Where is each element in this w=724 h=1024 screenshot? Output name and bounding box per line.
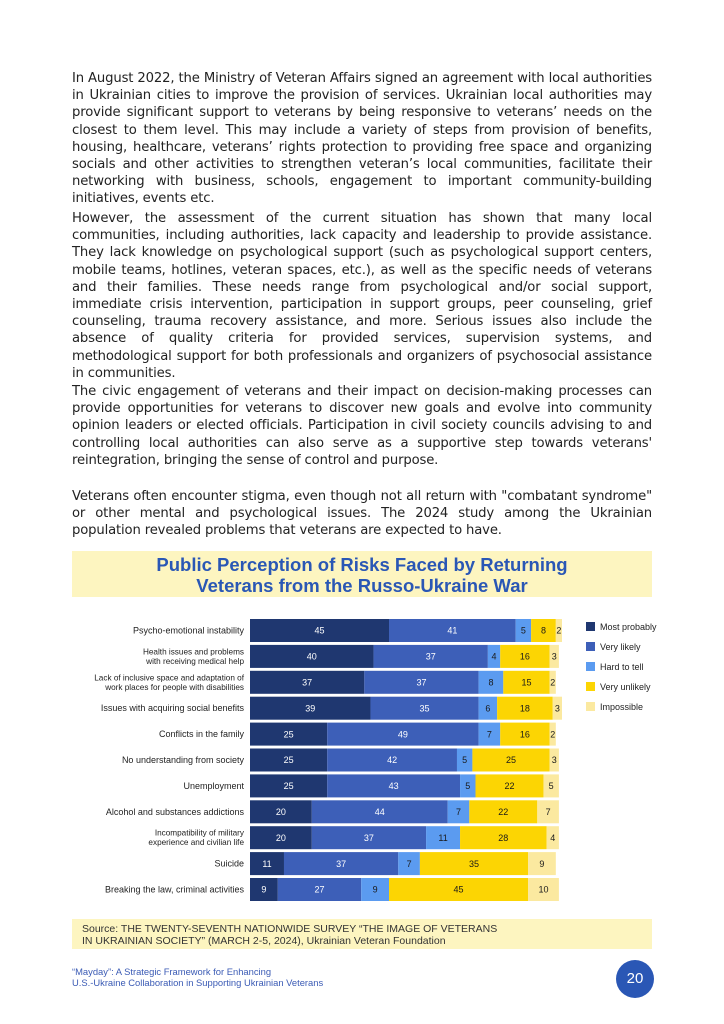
category-label: Suicide — [214, 858, 244, 869]
data-label: 45 — [453, 884, 464, 895]
data-label: 7 — [545, 807, 551, 817]
stacked-bar-chart — [72, 600, 672, 910]
category-label: Conflicts in the family — [158, 729, 244, 740]
data-label: 35 — [468, 858, 479, 869]
data-label: 16 — [519, 651, 530, 662]
data-label: 25 — [283, 729, 294, 740]
legend-entry: Most probably — [600, 622, 657, 632]
legend-entry: Hard to tell — [600, 662, 644, 672]
footer-line1: “Mayday”: A Strategic Framework for Enhancing — [72, 966, 272, 977]
legend-swatch — [586, 642, 595, 651]
source-line2: IN UKRAINIAN SOCIETY” (MARCH 2-5, 2024), Ukrainian Veteran Foundation — [82, 935, 446, 947]
paragraph-2: However, the assessment of the current situation has shown that many local communities, including authorities, lack capacity and leadership to provide assistance. They lack knowledge on psychological support (such as psychological support centers, mobile teams, hotlines, veteran spaces, etc.), as well as the specific needs of veterans and their families. These needs range from psychological and/or social support, immediate crisis intervention, participation in support groups, peer counseling, grief counseling, trauma recovery assistance, and more. Serious issues also include the absence of quality criteria for provided services, supervision systems, and methodological support for both professionals and organizers of psychosocial assistance in communities. — [72, 211, 652, 381]
data-label: 9 — [539, 858, 545, 869]
data-label: 39 — [305, 703, 316, 714]
data-label: 11 — [438, 832, 448, 843]
data-label: 20 — [275, 807, 286, 817]
footer — [72, 966, 323, 988]
data-label: 9 — [372, 884, 378, 895]
data-label: 41 — [447, 625, 458, 636]
data-label: 37 — [302, 677, 313, 688]
category-label: Unemployment — [183, 780, 244, 791]
source-box — [72, 919, 652, 949]
data-label: 3 — [551, 651, 557, 662]
source-line1: Source: THE TWENTY-SEVENTH NATIONWIDE SURVEY “THE IMAGE OF VETERANS — [82, 923, 498, 935]
data-label: 49 — [397, 729, 408, 740]
data-label: 9 — [261, 884, 267, 895]
category-label: No understanding from society — [121, 755, 244, 765]
page-number: 20 — [616, 960, 654, 998]
data-label: 37 — [425, 651, 436, 662]
data-label: 25 — [506, 755, 517, 766]
paragraph-4: Veterans often encounter stigma, even though not all return with "combatant syndrome" or other mental and psychological issues. The 2024 study among the Ukrainian population revealed problems that veterans are expected to have. — [72, 489, 652, 539]
paragraph-1: In August 2022, the Ministry of Veteran Affairs signed an agreement with local authorities in Ukrainian cities to improve the provision of services. Ukrainian local authorities may provide significant support to veterans by being responsive to veterans’ needs on the closest to them level. This may include a variety of steps from provision of benefits, housing, healthcare, veterans’ rights protection to providing free space and organizing socials and other activities to strengthen veteran’s local communities, facilitate their networking with business, schools, engagement to important community-building initiatives, events etc. — [72, 71, 652, 207]
data-label: 27 — [314, 884, 325, 895]
legend-swatch — [586, 682, 595, 691]
data-label: 5 — [462, 755, 468, 766]
data-label: 4 — [491, 651, 497, 662]
data-label: 28 — [498, 832, 509, 843]
data-label: 25 — [283, 781, 294, 792]
legend-entry: Impossible — [600, 702, 644, 712]
data-label: 42 — [387, 755, 398, 766]
data-label: 7 — [456, 807, 462, 817]
data-label: 2 — [550, 677, 556, 688]
data-label: 6 — [485, 703, 491, 714]
data-label: 11 — [262, 858, 272, 869]
legend-swatch — [586, 622, 595, 631]
data-label: 10 — [538, 884, 549, 895]
data-label: 8 — [488, 677, 494, 688]
chart-title-box — [72, 551, 652, 597]
data-label: 7 — [486, 729, 492, 740]
category-label: Lack of inclusive space and adaptation of work places for people with disabilities — [94, 673, 244, 692]
category-label: Health issues and problems with receiving medical help — [142, 647, 244, 666]
data-label: 25 — [283, 755, 294, 766]
chart-title-line2: Veterans from the Russo-Ukraine War — [196, 575, 528, 596]
category-label: Breaking the law, criminal activities — [104, 884, 244, 895]
data-label: 40 — [306, 651, 317, 662]
paragraph-3: The civic engagement of veterans and their impact on decision-making processes can provide opportunities for veterans to discover new goals and evolve into community opinion leaders or elected officials. Participation in civil society councils advising to and controlling local authorities can also serve as a supportive step towards veterans' reintegration, bringing the sense of control and purpose. — [72, 384, 652, 468]
data-label: 35 — [419, 703, 430, 714]
data-label: 43 — [388, 781, 399, 792]
legend-entry: Very unlikely — [600, 682, 651, 692]
footer-line2: U.S.-Ukraine Collaboration in Supporting Ukrainian Veterans — [72, 977, 324, 988]
data-label: 18 — [519, 703, 530, 714]
chart-title-line1: Public Perception of Risks Faced by Returning — [156, 554, 568, 575]
legend-swatch — [586, 702, 595, 711]
data-label: 22 — [504, 781, 515, 792]
data-label: 3 — [554, 703, 560, 714]
data-label: 5 — [520, 625, 526, 636]
category-label: Incompatibility of military experience and civilian life — [148, 828, 244, 848]
category-label: Issues with acquiring social benefits — [100, 703, 244, 714]
data-label: 22 — [498, 807, 509, 817]
data-label: 4 — [550, 832, 556, 843]
data-label: 2 — [556, 625, 562, 636]
data-label: 5 — [465, 781, 471, 792]
legend-swatch — [586, 662, 595, 671]
data-label: 37 — [363, 832, 374, 843]
category-label: Psycho-emotional instability — [132, 625, 244, 636]
data-label: 20 — [275, 832, 286, 843]
data-label: 7 — [406, 858, 412, 869]
data-label: 37 — [336, 858, 347, 869]
data-label: 45 — [314, 625, 325, 636]
data-label: 15 — [521, 677, 532, 688]
data-label: 2 — [550, 729, 556, 740]
data-label: 44 — [374, 807, 385, 817]
data-label: 5 — [548, 781, 554, 792]
legend-entry: Very likely — [600, 642, 641, 652]
data-label: 3 — [551, 755, 557, 766]
data-label: 37 — [416, 677, 427, 688]
data-label: 8 — [540, 625, 546, 636]
category-label: Alcohol and substances addictions — [105, 806, 244, 817]
data-label: 16 — [519, 729, 530, 740]
